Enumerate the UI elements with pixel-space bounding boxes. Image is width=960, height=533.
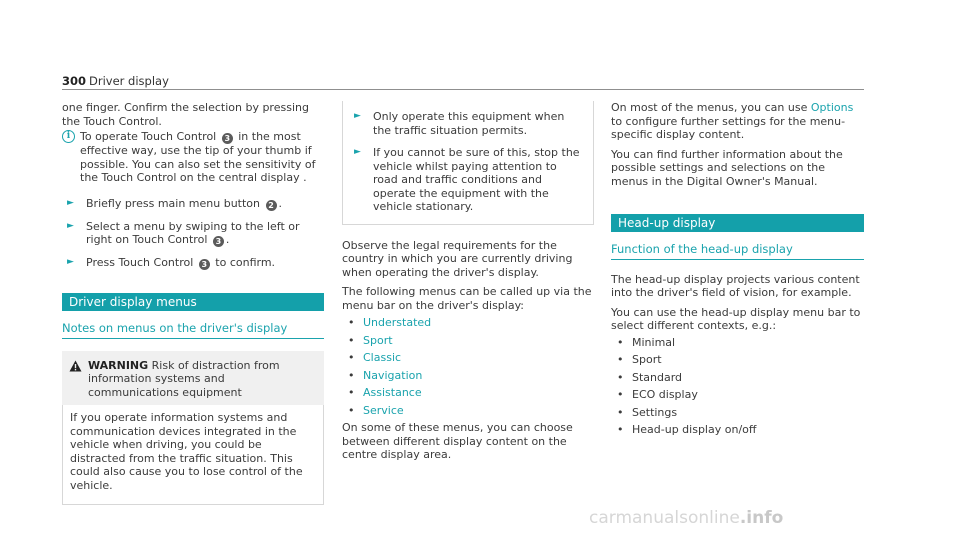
bullet-icon: •: [348, 333, 355, 347]
bullet-icon: •: [617, 423, 624, 436]
hud-item: Sport: [632, 353, 662, 366]
menu-link-classic[interactable]: Classic: [363, 351, 402, 364]
list-item[interactable]: [342, 402, 594, 420]
hud-item: Standard: [632, 370, 683, 384]
hud-context-list: [611, 334, 864, 439]
bullet-icon: •: [348, 386, 355, 399]
warning-body: If you operate information systems and communication devices integrated in the vehicle when driving, you could be distracted from the traffic situation. This could also cause you to lose control of the vehicle.: [62, 405, 324, 505]
step-arrow-icon: ►: [67, 197, 74, 208]
step-text: If you cannot be sure of this, stop the vehicle whilst paying attention to road and traffic conditions and operate the equipment with the vehicle stationary.: [373, 146, 580, 213]
watermark: [589, 508, 783, 528]
list-item: [611, 386, 864, 404]
options-link[interactable]: Options: [810, 101, 854, 114]
list-item: [611, 351, 864, 369]
menu-link-service[interactable]: Service: [363, 403, 404, 417]
step-arrow-icon: ►: [354, 111, 361, 121]
info-text-part2: in the most effective way, use the tip of your thumb if possible. You can also set the sensitivity of the Touch Control on the central display .: [80, 130, 316, 184]
display-content-paragraph: On some of these menus, you can choose between different display content on the centre display area.: [342, 421, 573, 461]
warning-box: [62, 351, 324, 506]
subsection-heading: Function of the head-up display: [611, 243, 864, 260]
hud-menu-intro: You can use the head-up display menu bar to select different contexts, e.g.:: [611, 305, 861, 332]
warning-steps-box: [342, 101, 594, 225]
menu-button-callout: 2: [266, 200, 277, 211]
options-text-end: to configure further settings for the menu-specific display content.: [611, 114, 846, 141]
warning-header: [62, 351, 324, 406]
hud-item: ECO display: [632, 388, 698, 401]
menu-link-navigation[interactable]: Navigation: [363, 368, 423, 382]
bullet-icon: •: [617, 405, 624, 419]
page-number: 300: [62, 74, 87, 88]
column-middle: [342, 101, 594, 462]
bullet-icon: •: [348, 351, 355, 364]
touch-control-callout: 3: [199, 259, 210, 270]
step-item: [62, 256, 324, 270]
menu-link-assistance[interactable]: Assistance: [363, 386, 422, 399]
bullet-icon: •: [348, 403, 355, 417]
touch-control-callout: 3: [222, 133, 233, 144]
section-banner: Driver display menus: [62, 293, 324, 311]
menus-intro: The following menus can be called up via the menu bar on the driver's display:: [342, 285, 592, 312]
menu-link-understated[interactable]: Understated: [363, 316, 432, 329]
watermark-brand: carmanualsonline: [589, 508, 740, 528]
bullet-icon: •: [617, 335, 624, 349]
step-item: [62, 197, 324, 211]
section-banner: Head-up display: [611, 214, 864, 232]
info-icon: i: [62, 130, 80, 143]
hud-item: Minimal: [632, 335, 676, 349]
step-item: [349, 146, 583, 214]
list-item[interactable]: [342, 384, 594, 402]
manual-paragraph: You can find further information about the possible settings and selections on the menus in the Digital Owner's Manual.: [611, 147, 843, 188]
info-text-part1: To operate Touch Control: [80, 130, 217, 143]
list-item: [611, 369, 864, 387]
hud-item: Head-up display on/off: [632, 423, 757, 436]
menu-list: [342, 314, 594, 419]
legal-paragraph: Observe the legal requirements for the country in which you are currently driving when operating the driver's display.: [342, 238, 573, 279]
warning-heading: Risk of distraction from information systems and communications equipment: [88, 358, 280, 399]
info-text: [80, 130, 324, 185]
step-text: Press Touch Control: [86, 256, 194, 269]
list-item: [611, 421, 864, 439]
touch-control-callout: 3: [213, 236, 224, 247]
list-item[interactable]: [342, 314, 594, 332]
step-end: .: [225, 233, 230, 246]
hud-item: Settings: [632, 405, 678, 419]
options-paragraph: [611, 101, 864, 142]
list-item[interactable]: [342, 349, 594, 367]
bullet-icon: •: [348, 316, 355, 329]
info-note: [62, 130, 324, 185]
hud-description: The head-up display projects various content into the driver's field of vision, for example.: [611, 272, 860, 299]
step-arrow-icon: ►: [67, 257, 74, 267]
bullet-icon: •: [348, 368, 355, 382]
step-text: Only operate this equipment when the traffic situation permits.: [373, 110, 565, 137]
warning-triangle-icon: [69, 359, 88, 400]
step-end: to confirm.: [215, 256, 276, 269]
section-title: Driver display: [89, 74, 169, 88]
list-item: [611, 404, 864, 422]
step-item: [349, 110, 583, 137]
list-item[interactable]: [342, 367, 594, 385]
list-item[interactable]: [342, 332, 594, 350]
warning-label: WARNING: [88, 358, 149, 372]
step-text: Briefly press main menu button: [86, 196, 261, 210]
intro-text: one finger. Confirm the selection by pressing the Touch Control.: [62, 101, 309, 128]
subsection-heading: Notes on menus on the driver's display: [62, 322, 324, 339]
step-text: Select a menu by swiping to the left or right on Touch Control: [86, 219, 300, 246]
header-divider: [62, 89, 864, 90]
step-arrow-icon: ►: [67, 220, 74, 231]
menu-link-sport[interactable]: Sport: [363, 333, 393, 347]
bullet-icon: •: [617, 370, 624, 384]
step-arrow-icon: ►: [354, 147, 361, 157]
list-item: [611, 334, 864, 352]
column-left: [62, 101, 324, 505]
bullet-icon: •: [617, 353, 624, 366]
step-item: [62, 220, 324, 248]
options-text-start: On most of the menus, you can use: [611, 101, 808, 114]
watermark-tld: .info: [739, 508, 784, 528]
step-end: .: [278, 196, 283, 210]
column-right: [611, 101, 864, 439]
bullet-icon: •: [617, 388, 624, 401]
